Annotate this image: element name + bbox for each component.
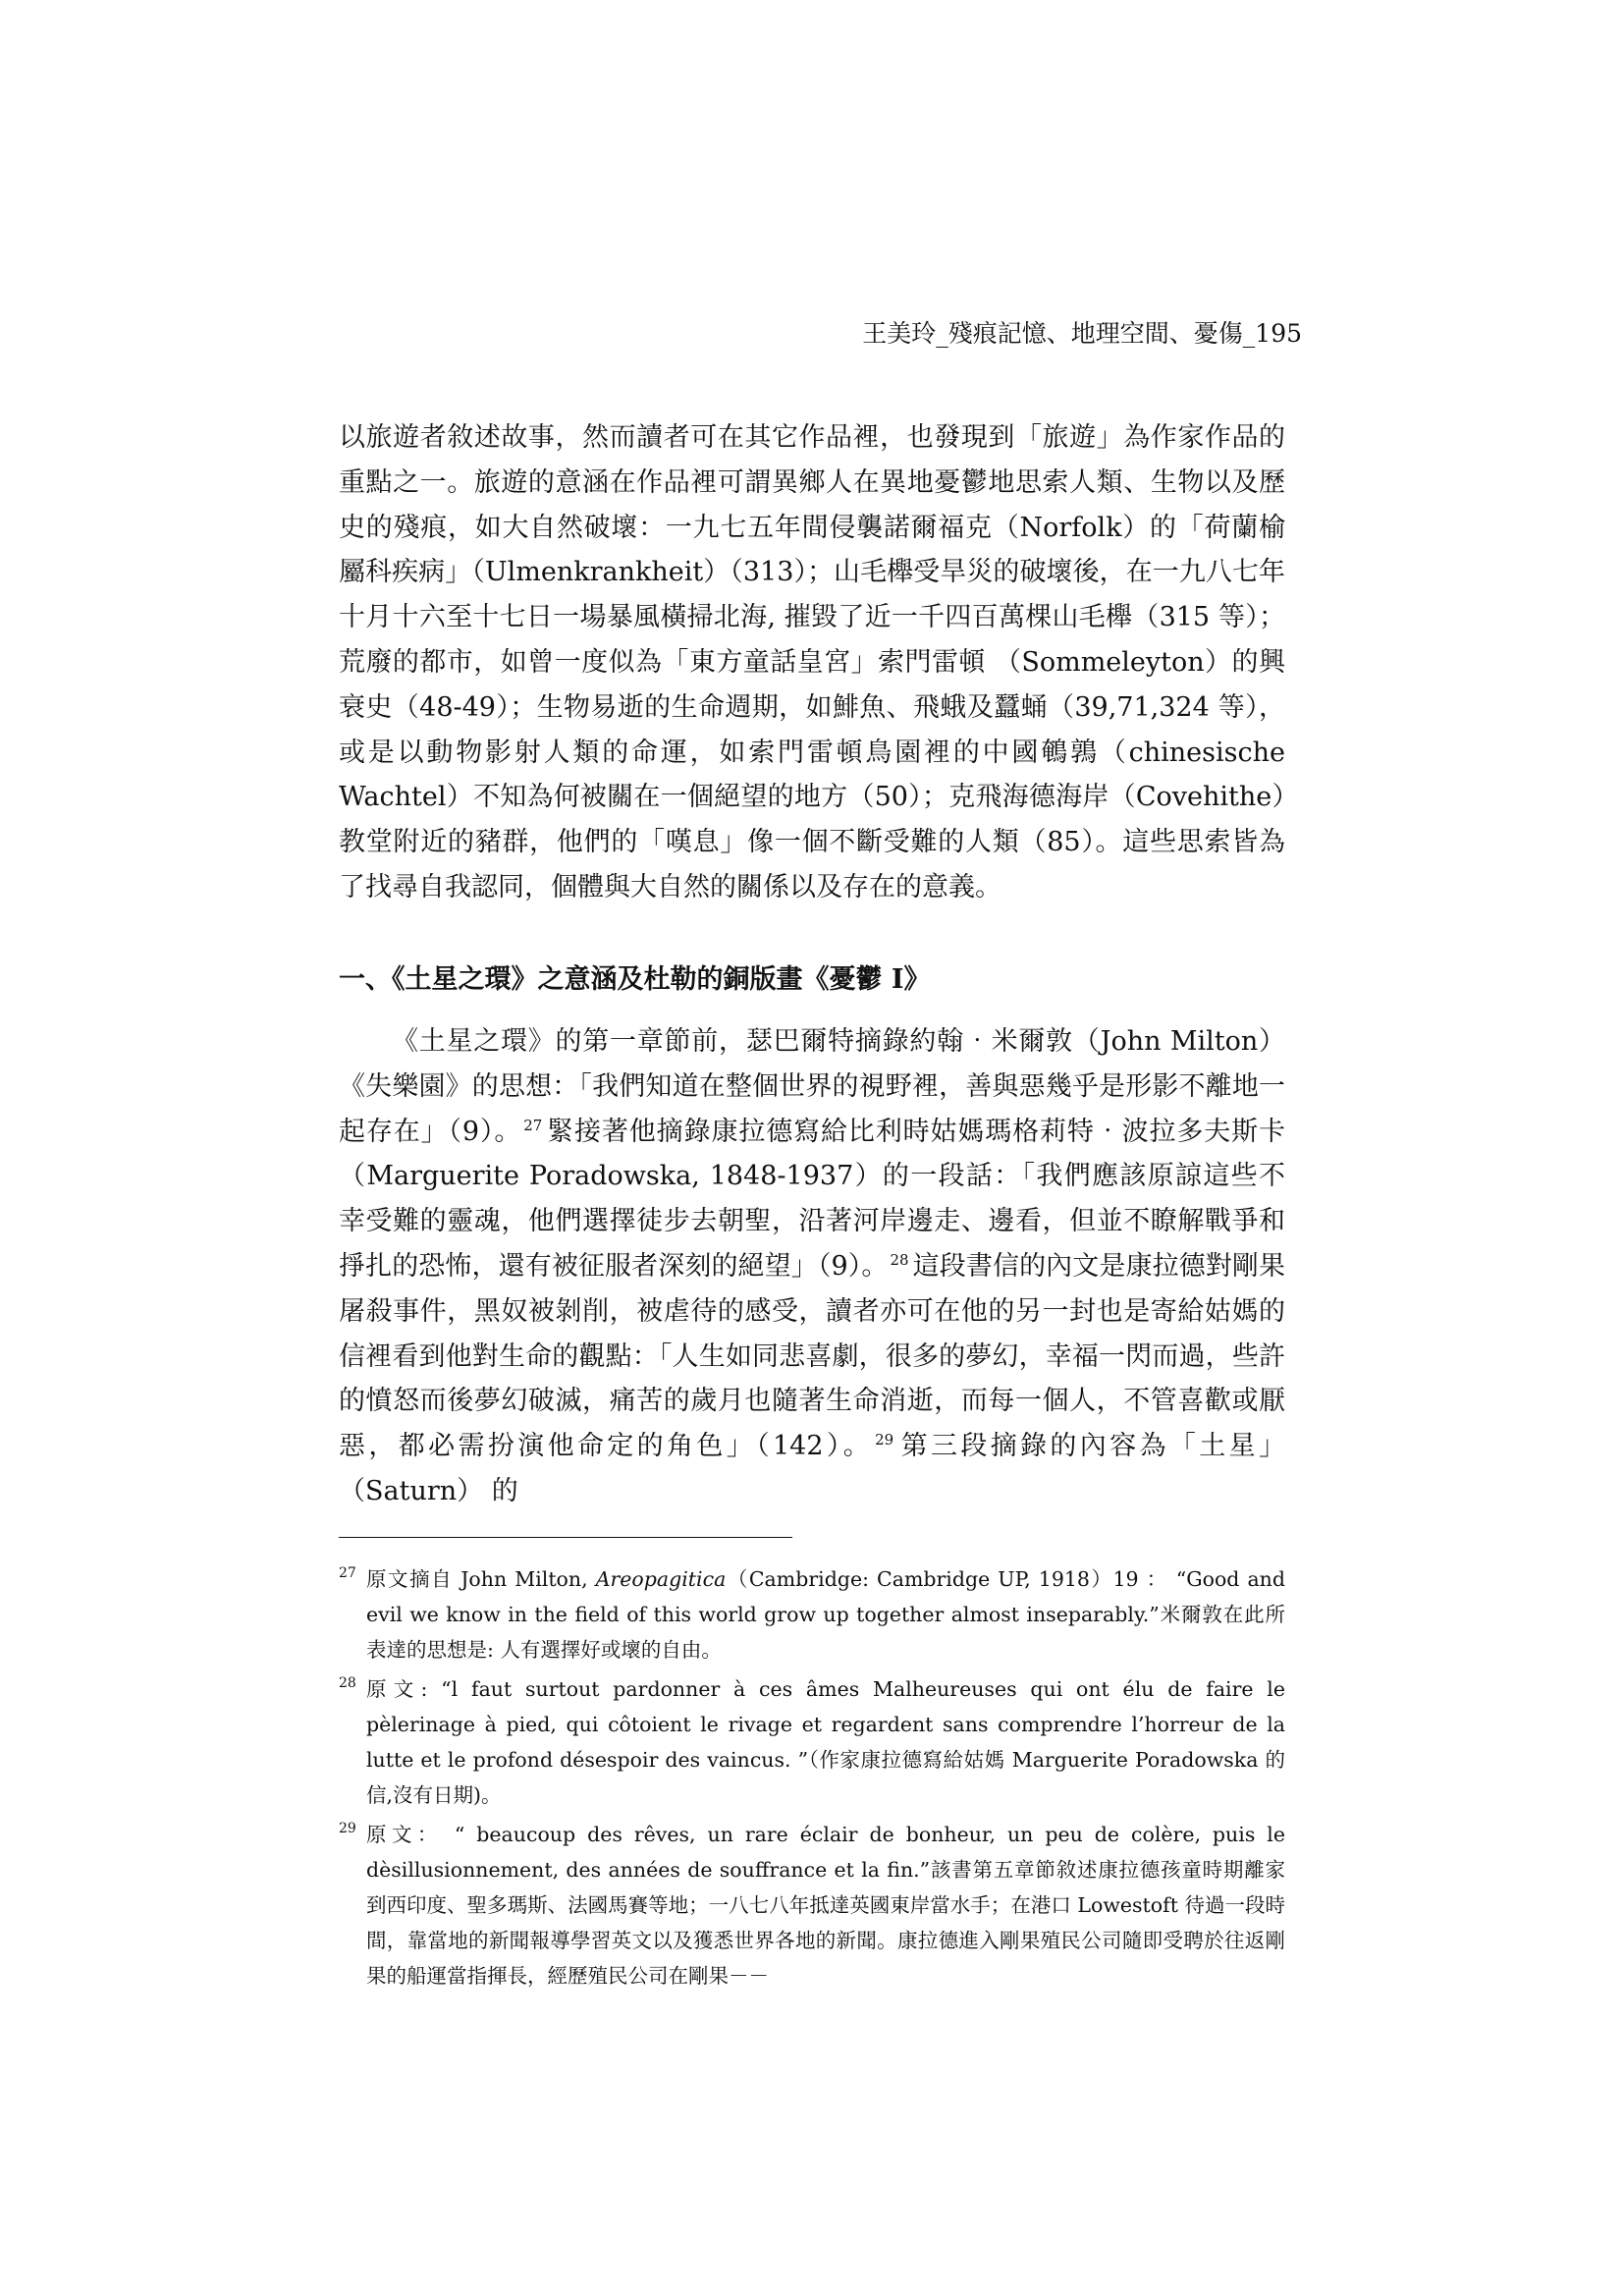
- footnote-text: 原文： “ beaucoup des rêves, un rare éclair de bonheur, un peu de colère, puis le dèsillusionnement, des années de souffrance et la fin.”該書第五章節敘述康拉德孩童時期離家到西印度、聖多瑪斯、法國馬賽等地；一八七八年抵達英國東岸當水手；在港口 Lowestoft 待過一段時間，靠當地的新聞報導學習英文以及獲悉世界各地的新聞。康拉德進入剛果殖民公司隨即受聘於往返剛果的船運當指揮長，經歷殖民公司在剛果－－: [366, 1823, 1285, 1988]
- paragraph-2-text-3: 這段書信的內文是康拉德對剛果屠殺事件，黑奴被剝削，被虐待的感受，讀者亦可在他的另一封也是寄給姑媽的信裡看到他對生命的觀點：「人生如同悲喜劇，很多的夢幻，幸福一閃而過，些許的憤怒而後夢幻破滅，痛苦的歲月也隨著生命消逝，而每一個人，不管喜歡或厭惡，都必需扮演他命定的角色」（142）。: [339, 1250, 1285, 1462]
- footnote-ref-27[interactable]: 27: [523, 1116, 543, 1134]
- paragraph-2-text-2: 緊接著他摘錄康拉德寫給比利時姑媽瑪格莉特‧波拉多夫斯卡（Marguerite Poradowska, 1848-1937）的一段話：「我們應該原諒這些不幸受難的靈魂，他們選擇徒步去朝聖，沿著河岸邊走、邊看，但並不瞭解戰爭和掙扎的恐怖，還有被征服者深刻的絕望」（9）。: [339, 1116, 1285, 1282]
- paragraph-2-text-1: 《土星之環》的第一章節前，瑟巴爾特摘錄約翰‧米爾敦（John Milton）《失樂園》的思想：「我們知道在整個世界的視野裡，善與惡幾乎是形影不離地一起存在」（9）。: [339, 1026, 1285, 1147]
- footnote-ref-28[interactable]: 28: [890, 1250, 909, 1269]
- footnotes: [339, 1561, 1285, 1997]
- body-paragraph-1: 以旅遊者敘述故事，然而讀者可在其它作品裡，也發現到「旅遊」為作家作品的重點之一。旅遊的意涵在作品裡可謂異鄉人在異地憂鬱地思索人類、生物以及歷史的殘痕，如大自然破壞：一九七五年間侵襲諾爾福克（Norfolk）的「荷蘭榆屬科疾病」（Ulmenkrankheit）（313）；山毛櫸受旱災的破壞後，在一九八七年十月十六至十七日一場暴風橫掃北海, 摧毀了近一千四百萬棵山毛櫸（315 等）；荒廢的都市，如曾一度似為「東方童話皇宮」索門雷頓 （Sommeleyton）的興衰史（48-49）；生物易逝的生命週期，如鯡魚、飛蛾及蠶蛹（39,71,324 等），或是以動物影射人類的命運，如索門雷頓鳥園裡的中國鵪鶉（chinesische Wachtel）不知為何被關在一個絕望的地方（50）；克飛海德海岸（Covehithe）教堂附近的豬群，他們的「嘆息」像一個不斷受難的人類（85）。這些思索皆為了找尋自我認同，個體與大自然的關係以及存在的意義。: [339, 422, 1285, 902]
- footnote-book-title: Areopagitica: [595, 1567, 727, 1591]
- footnote-ref-29[interactable]: 29: [875, 1431, 894, 1449]
- footnote-text-cont: （Cambridge: Cambridge UP, 1918）19 ： “Good and evil we know in the field of this world grow up together almost inseparably.”米爾敦在此所表達的思想是: 人有選擇好或壞的自由。: [366, 1567, 1286, 1662]
- footnote-number: 28: [339, 1675, 356, 1691]
- section-heading: 一、《土星之環》之意涵及杜勒的銅版畫《憂鬱 I》: [339, 964, 931, 995]
- footnote-separator: [339, 1537, 792, 1538]
- running-header: 王美玲_殘痕記憶、地理空間、憂傷_195: [862, 319, 1302, 348]
- footnote-number: 29: [339, 1821, 356, 1836]
- footnote-number: 27: [339, 1565, 356, 1581]
- body-paragraph-2: [339, 1019, 1285, 1514]
- footnote-27: [339, 1561, 1285, 1667]
- footnote-text: 原文摘自 John Milton,: [366, 1567, 596, 1591]
- footnote-text: 原文: “l faut surtout pardonner à ces âmes Malheureuses qui ont élu de faire le pèlerinage à pied, qui côtoient le rivage et regardent sans comprendre l’horreur de la lutte et le profond désespoir des vaincus. ”（作家康拉德寫給姑媽 Marguerite Poradowska 的信,沒有日期)。: [366, 1677, 1285, 1807]
- footnote-29: [339, 1817, 1285, 1994]
- paragraph-2-text-4: 第三段摘錄的內容為「土星」（Saturn） 的: [339, 1431, 1285, 1506]
- footnote-28: [339, 1671, 1285, 1813]
